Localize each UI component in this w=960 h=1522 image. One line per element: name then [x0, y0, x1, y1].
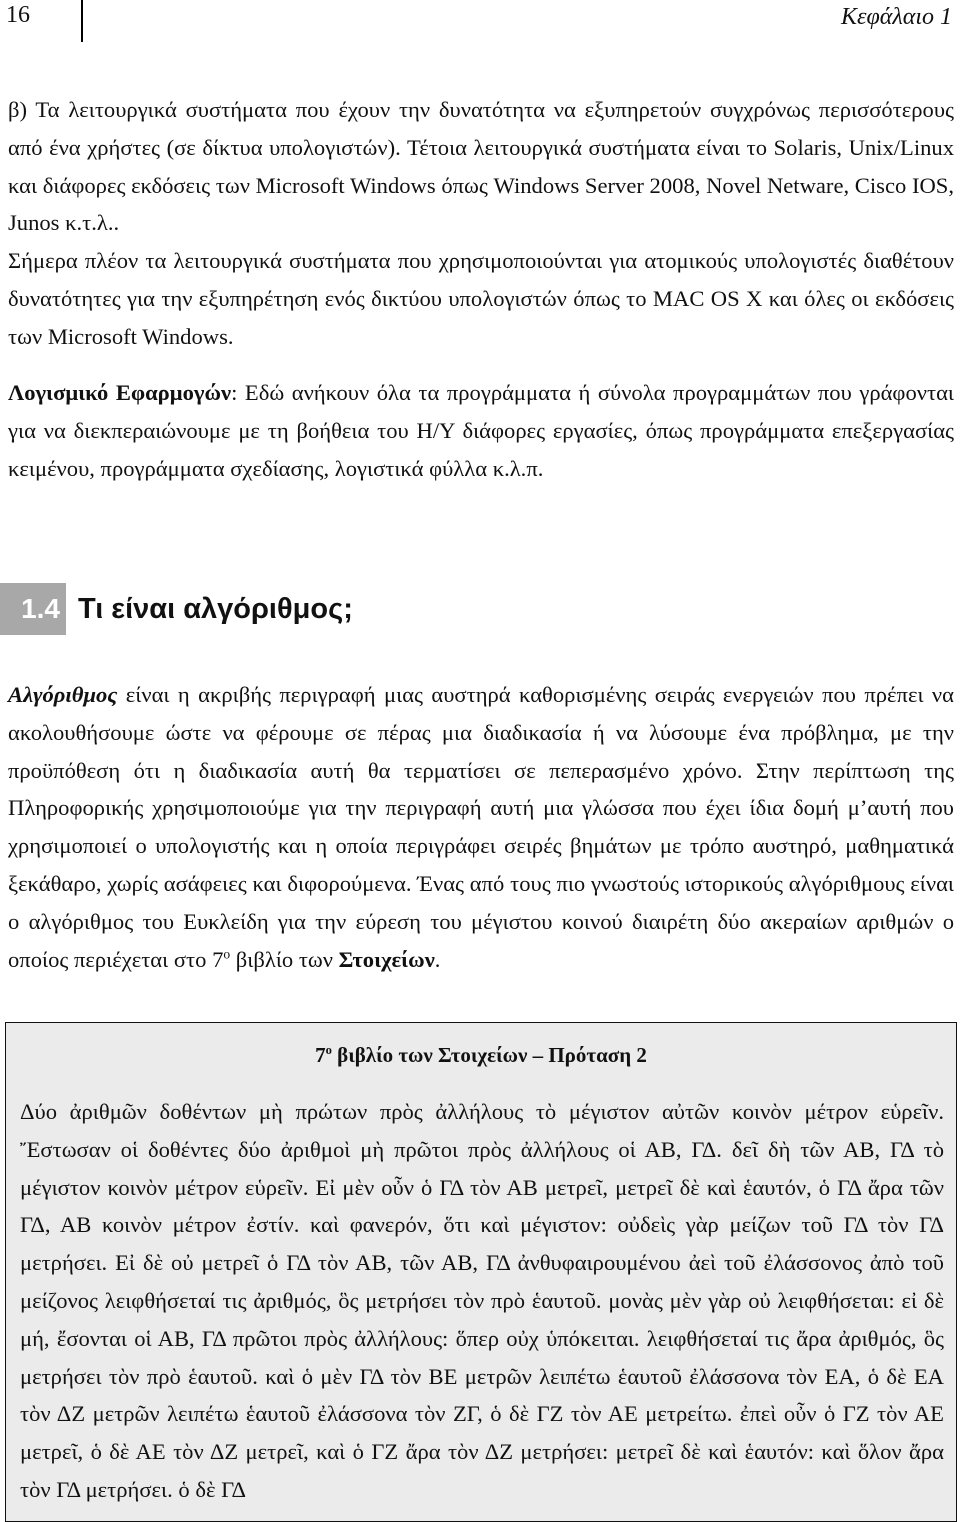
- paragraph-text-2: Σήμερα πλέον τα λειτουργικά συστήματα που χρησιμοποιούνται για ατομικούς υπολογιστές διαθέτουν δυνατότητες για την εξυπηρέτηση ενός δικτύου υπολογιστών όπως το MAC OS X και όλες οι εκδόσεις των Microsoft Windows.: [8, 248, 954, 349]
- section-title: Τι είναι αλγόριθμος;: [78, 593, 353, 625]
- quote-box: [5, 1022, 957, 1522]
- section-heading: [0, 583, 960, 635]
- box-title-number: 7: [315, 1043, 326, 1067]
- superscript: ο: [223, 946, 231, 962]
- paragraph-operating-systems: [8, 91, 954, 356]
- paragraph-application-software: [8, 374, 954, 487]
- term-algorithm: Αλγόριθμος: [8, 682, 118, 707]
- paragraph-text-after: βιβλίο των: [230, 946, 339, 972]
- box-title-text: βιβλίο των Στοιχείων – Πρόταση 2: [331, 1043, 647, 1067]
- paragraph-algorithm: [8, 676, 954, 978]
- paragraph-text: β) Τα λειτουργικά συστήματα που έχουν την δυνατότητα να εξυπηρετούν συγχρόνως περισσότερους από ένα χρήστες (σε δίκτυα υπολογιστών). Τέτοια λειτουργικά συστήματα είναι το Solaris, Unix/Linux και διάφορες εκδόσεις των Microsoft Windows όπως Windows Server 2008, Novel Netware, Cisco IOS, Junos κ.τ.λ..: [8, 97, 954, 236]
- page-header: [0, 0, 960, 44]
- paragraph-text: : Εδώ ανήκουν όλα τα προγράμματα ή σύνολα προγραμμάτων που γράφονται για να διεκπεραιώνουμε με τη βοήθεια του Η/Υ διάφορες εργασίες, όπως προγράμματα επεξεργασίας κειμένου, προγράμματα σχεδίασης, λογιστικά φύλλα κ.λ.π.: [8, 380, 954, 481]
- chapter-title: Κεφάλαιο 1: [841, 4, 952, 30]
- term-elements: Στοιχείων: [338, 946, 435, 972]
- box-quote-text: Δύο ἀριθμῶν δοθέντων μὴ πρώτων πρὸς ἀλλήλους τὸ μέγιστον αὐτῶν κοινὸν μέτρον εὑρεῖν. Ἔστωσαν οἱ δοθέντες δύο ἀριθμοὶ μὴ πρῶτοι πρὸς ἀλλήλους οἱ ΑΒ, ΓΔ. δεῖ δὴ τῶν ΑΒ, ΓΔ τὸ μέγιστον κοινὸν μέτρον εὑρεῖν. Εἰ μὲν οὖν ὁ ΓΔ τὸν ΑΒ μετρεῖ, μετρεῖ δὲ καὶ ἑαυτόν, ὁ ΓΔ ἄρα τῶν ΓΔ, ΑΒ κοινὸν μέτρον ἐστίν. καὶ φανερόν, ὅτι καὶ μέγιστον: οὐδεὶς γὰρ μείζων τοῦ ΓΔ τὸν ΓΔ μετρήσει. Εἰ δὲ οὐ μετρεῖ ὁ ΓΔ τὸν ΑΒ, τῶν ΑΒ, ΓΔ ἀνθυφαιρουμένου ἀεὶ τοῦ ἐλάσσονος ἀπὸ τοῦ μείζονος λειφθήσεταί τις ἀριθμός, ὃς μετρήσει τὸν πρὸ ἑαυτοῦ. μονὰς μὲν γὰρ οὐ λειφθήσεται: εἰ δὲ μή, ἔσονται οἱ ΑΒ, ΓΔ πρῶτοι πρὸς ἀλλήλους: ὅπερ οὐχ ὑπόκειται. λειφθήσεταί τις ἄρα ἀριθμός, ὃς μετρήσει τὸν πρὸ ἑαυτοῦ. καὶ ὁ μὲν ΓΔ τὸν ΒΕ μετρῶν λειπέτω ἑαυτοῦ ἐλάσσονα τὸν ΕΑ, ὁ δὲ ΕΑ τὸν ΔΖ μετρῶν λειπέτω ἑαυτοῦ ἐλάσσονα τὸν ΖΓ, ὁ δὲ ΓΖ τὸν ΑΕ μετρείτω. ἐπεὶ οὖν ὁ ΓΖ τὸν ΑΕ μετρεῖ, ὁ δὲ ΑΕ τὸν ΔΖ μετρεῖ, καὶ ὁ ΓΖ ἄρα τὸν ΔΖ μετρήσει: μετρεῖ δὲ καὶ ἑαυτόν: καὶ ὅλον ἄρα τὸν ΓΔ μετρήσει. ὁ δὲ ΓΔ: [20, 1099, 944, 1502]
- term-application-software: Λογισμικό Εφαρμογών: [8, 380, 232, 405]
- paragraph-text: είναι η ακριβής περιγραφή μιας αυστηρά καθορισμένης σειράς ενεργειών που πρέπει να ακολουθήσουμε ώστε να φέρουμε σε πέρας μια διαδικασία ή να λύσουμε ένα πρόβλημα, με την προϋπόθεση ότι η διαδικασία αυτή θα τερματίσει σε πεπερασμένο χρόνο. Στην περίπτωση της Πληροφορικής χρησιμοποιούμε για την περιγραφή αυτή μια γλώσσα που έχει ίδια δομή μ’αυτή που χρησιμοποιεί ο υπολογιστής και η οποία περιγράφει σειρές βημάτων με τρόπο αυστηρό, μαθηματικά ξεκάθαρο, χωρίς ασάφειες και διφορούμενα. Ένας από τους πιο γνωστούς ιστορικούς αλγόριθμους είναι ο αλγόριθμος του Ευκλείδη για την εύρεση του μέγιστου κοινού διαιρέτη δύο ακεραίων αριθμών ο οποίος περιέχεται στο 7: [8, 682, 954, 972]
- header-divider: [81, 0, 83, 42]
- page-number: 16: [6, 2, 30, 28]
- box-title: [6, 1043, 956, 1068]
- section-number: 1.4: [0, 583, 66, 635]
- box-title-superscript: ο: [325, 1043, 332, 1057]
- paragraph-period: .: [434, 946, 441, 972]
